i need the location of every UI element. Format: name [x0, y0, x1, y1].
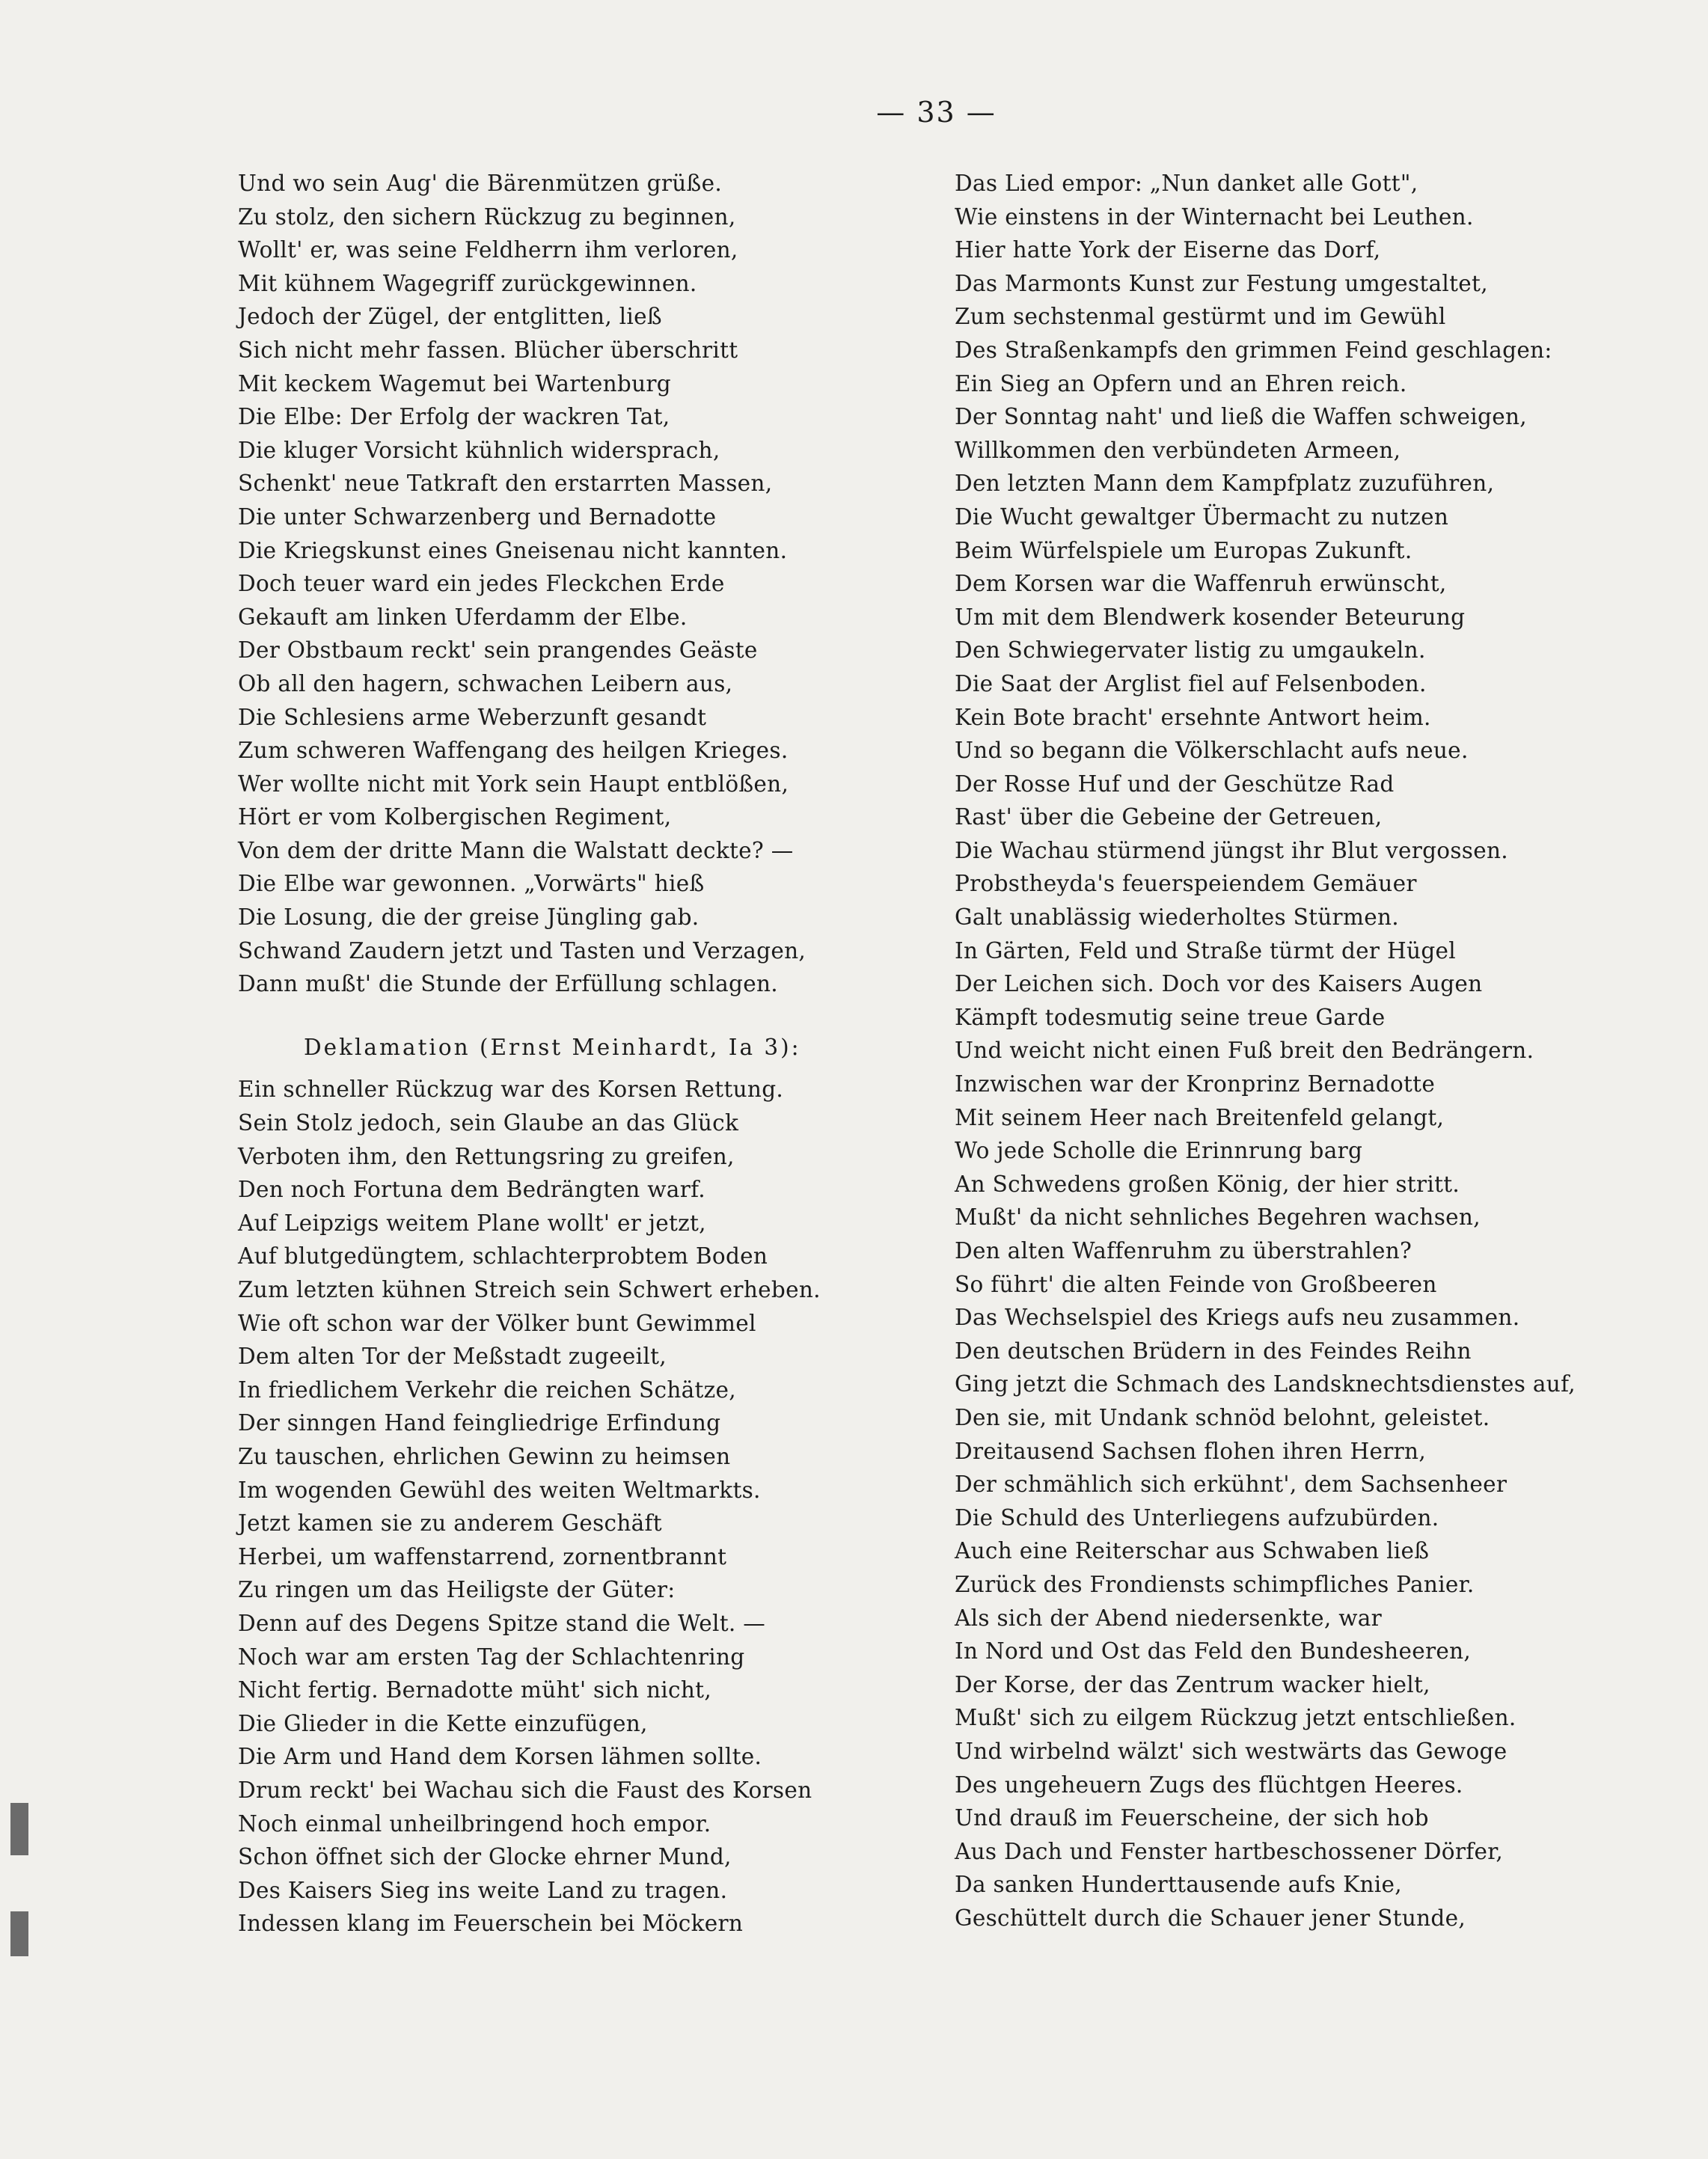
verse-line: Die Elbe war gewonnen. „Vorwärts" hieß [238, 871, 705, 897]
verse-line: In Nord und Ost das Feld den Bundesheeren, [955, 1638, 1472, 1665]
verse-line: An Schwedens großen König, der hier stritt. [955, 1171, 1460, 1197]
verse-line: Nicht fertig. Bernadotte müht' sich nicht, [238, 1677, 711, 1703]
verse-line: Den deutschen Brüdern in des Feindes Reihn [955, 1338, 1472, 1364]
verse-line: Schenkt' neue Tatkraft den erstarrten Massen, [238, 471, 773, 497]
verse-line: Als sich der Abend niedersenkte, war [955, 1605, 1383, 1631]
declamation-heading: Deklamation (Ernst Meinhardt, Ia 3): [304, 1034, 801, 1060]
verse-line: Verboten ihm, den Rettungsring zu greifen, [238, 1143, 735, 1169]
verse-line: Den Schwiegervater listig zu umgaukeln. [955, 637, 1426, 664]
verse-line: Das Lied empor: „Nun danket alle Gott", [955, 171, 1418, 196]
verse-line: Geschüttelt durch die Schauer jener Stunde, [955, 1905, 1466, 1931]
verse-line: Beim Würfelspiele um Europas Zukunft. [955, 537, 1412, 563]
verse-line: Den alten Waffenruhm zu überstrahlen? [955, 1238, 1412, 1264]
verse-line: Ein schneller Rückzug war des Korsen Rettung. [238, 1077, 784, 1103]
verse-line: In Gärten, Feld und Straße türmt der Hügel [955, 937, 1456, 964]
page-number: — 33 — [876, 96, 997, 129]
verse-line: Des Kaisers Sieg ins weite Land zu tragen. [238, 1877, 728, 1903]
verse-line: Noch einmal unheilbringend hoch empor. [238, 1810, 711, 1837]
verse-line: Mußt' sich zu eilgem Rückzug jetzt entschließen. [955, 1705, 1516, 1731]
binding-mark [10, 1911, 28, 1956]
verse-line: In friedlichem Verkehr die reichen Schätze, [238, 1376, 736, 1403]
verse-line: Kämpft todesmutig seine treue Garde [955, 1004, 1386, 1030]
right-verse-block [955, 167, 1576, 1935]
verse-line: Mit kühnem Wagegriff zurückgewinnen. [238, 270, 697, 296]
verse-line: Auf blutgedüngtem, schlachterprobtem Boden [238, 1243, 768, 1270]
verse-line: Inzwischen war der Kronprinz Bernadotte [955, 1071, 1436, 1097]
verse-line: Da sanken Hunderttausende aufs Knie, [955, 1872, 1402, 1898]
verse-line: Zu ringen um das Heiligste der Güter: [238, 1577, 676, 1603]
verse-line: Auf Leipzigs weitem Plane wollt' er jetzt, [238, 1210, 706, 1236]
verse-line: Der schmählich sich erkühnt', dem Sachsenheer [955, 1472, 1507, 1498]
verse-line: Die Losung, die der greise Jüngling gab. [238, 904, 700, 931]
verse-line: Den noch Fortuna dem Bedrängten warf. [238, 1177, 705, 1203]
verse-line: Des Straßenkampfs den grimmen Feind geschlagen: [955, 337, 1552, 363]
verse-line: Galt unablässig wiederholtes Stürmen. [955, 904, 1399, 931]
left-verse-block [238, 167, 896, 1001]
verse-line: Noch war am ersten Tag der Schlachtenring [238, 1644, 745, 1670]
verse-line: Die Glieder in die Kette einzufügen, [238, 1710, 648, 1736]
verse-line: Herbei, um waffenstarrend, zornentbrannt [238, 1543, 727, 1570]
verse-line: Und drauß im Feuerscheine, der sich hob [955, 1805, 1429, 1831]
right-column [955, 167, 1576, 1935]
binding-mark [10, 1803, 28, 1855]
verse-line: Die Elbe: Der Erfolg der wackren Tat, [238, 404, 670, 430]
verse-line: Drum reckt' bei Wachau sich die Faust des Korsen [238, 1777, 812, 1803]
verse-line: Die Arm und Hand dem Korsen lähmen sollte. [238, 1744, 762, 1770]
verse-line: Sich nicht mehr fassen. Blücher überschritt [238, 337, 738, 363]
verse-line: Der Leichen sich. Doch vor des Kaisers Augen [955, 971, 1483, 997]
verse-line: Dreitausend Sachsen flohen ihren Herrn, [955, 1438, 1427, 1464]
verse-line: Jetzt kamen sie zu anderem Geschäft [238, 1510, 662, 1537]
verse-line: Und so begann die Völkerschlacht aufs neue. [955, 738, 1469, 764]
verse-line: Und wo sein Aug' die Bärenmützen grüße. [238, 171, 723, 196]
verse-line: Die Kriegskunst eines Gneisenau nicht kannten. [238, 537, 788, 563]
verse-line: Dem alten Tor der Meßstadt zugeeilt, [238, 1344, 667, 1370]
verse-line: Zurück des Frondiensts schimpfliches Panier. [955, 1571, 1475, 1597]
verse-line: Mit keckem Wagemut bei Wartenburg [238, 370, 671, 396]
verse-line: Indessen klang im Feuerschein bei Möckern [238, 1911, 744, 1937]
verse-line: Der Korse, der das Zentrum wacker hielt, [955, 1671, 1430, 1697]
verse-line: Ging jetzt die Schmach des Landsknechtsdienstes auf, [955, 1371, 1576, 1397]
verse-line: Die Saat der Arglist fiel auf Felsenboden. [955, 670, 1427, 696]
verse-line: Der sinngen Hand feingliedrige Erfindung [238, 1410, 721, 1436]
verse-line: Rast' über die Gebeine der Getreuen, [955, 804, 1383, 830]
verse-line: Den sie, mit Undank schnöd belohnt, geleistet. [955, 1404, 1490, 1430]
left-declamation-block [238, 1073, 896, 1940]
verse-line: Mußt' da nicht sehnliches Begehren wachsen, [955, 1204, 1481, 1231]
verse-line: Das Wechselspiel des Kriegs aufs neu zusammen. [955, 1305, 1520, 1331]
verse-line: Ein Sieg an Opfern und an Ehren reich. [955, 370, 1407, 396]
verse-line: Sein Stolz jedoch, sein Glaube an das Glück [238, 1110, 739, 1136]
verse-line: Die unter Schwarzenberg und Bernadotte [238, 503, 717, 530]
verse-line: Dann mußt' die Stunde der Erfüllung schlagen. [238, 971, 778, 997]
verse-line: So führt' die alten Feinde von Großbeeren [955, 1271, 1437, 1297]
verse-line: Im wogenden Gewühl des weiten Weltmarkts. [238, 1477, 761, 1503]
verse-line: Und weicht nicht einen Fuß breit den Bedrängern. [955, 1038, 1534, 1064]
verse-line: Auch eine Reiterschar aus Schwaben ließ [955, 1538, 1430, 1564]
verse-line: Willkommen den verbündeten Armeen, [955, 437, 1401, 463]
verse-line: Die Schlesiens arme Weberzunft gesandt [238, 704, 707, 730]
verse-line: Die Wachau stürmend jüngst ihr Blut vergossen. [955, 837, 1508, 863]
verse-line: Wollt' er, was seine Feldherrn ihm verloren, [238, 237, 738, 263]
verse-line: Den letzten Mann dem Kampfplatz zuzuführen, [955, 471, 1495, 497]
verse-line: Der Obstbaum reckt' sein prangendes Geäste [238, 637, 758, 664]
verse-line: Ob all den hagern, schwachen Leibern aus, [238, 670, 733, 696]
verse-line: Schwand Zaudern jetzt und Tasten und Verzagen, [238, 937, 806, 964]
verse-line: Hört er vom Kolbergischen Regiment, [238, 804, 672, 830]
verse-line: Zum sechstenmal gestürmt und im Gewühl [955, 304, 1446, 330]
verse-line: Die Schuld des Unterliegens aufzubürden. [955, 1504, 1439, 1531]
verse-line: Des ungeheuern Zugs des flüchtgen Heeres. [955, 1771, 1463, 1798]
verse-line: Wo jede Scholle die Erinnrung barg [955, 1138, 1363, 1164]
verse-line: Das Marmonts Kunst zur Festung umgestaltet, [955, 270, 1488, 296]
verse-line: Kein Bote bracht' ersehnte Antwort heim. [955, 704, 1431, 730]
verse-line: Zum schweren Waffengang des heilgen Krieges. [238, 738, 789, 764]
verse-line: Zu stolz, den sichern Rückzug zu beginnen, [238, 203, 736, 230]
verse-line: Hier hatte York der Eiserne das Dorf, [955, 237, 1381, 263]
verse-line: Die Wucht gewaltger Übermacht zu nutzen [955, 503, 1449, 530]
verse-line: Um mit dem Blendwerk kosender Beteurung [955, 604, 1466, 630]
verse-line: Der Sonntag naht' und ließ die Waffen schweigen, [955, 404, 1527, 430]
verse-line: Doch teuer ward ein jedes Fleckchen Erde [238, 571, 725, 597]
verse-line: Wie einstens in der Winternacht bei Leuthen. [955, 203, 1474, 230]
verse-line: Aus Dach und Fenster hartbeschossener Dörfer, [955, 1838, 1504, 1864]
verse-line: Zum letzten kühnen Streich sein Schwert erheben. [238, 1277, 821, 1302]
verse-line: Die kluger Vorsicht kühnlich widersprach, [238, 437, 720, 463]
verse-line: Schon öffnet sich der Glocke ehrner Mund, [238, 1844, 732, 1870]
verse-line: Wie oft schon war der Völker bunt Gewimmel [238, 1310, 756, 1336]
verse-line: Von dem der dritte Mann die Walstatt deckte? — [238, 837, 794, 863]
verse-line: Und wirbelnd wälzt' sich westwärts das Gewoge [955, 1738, 1507, 1764]
verse-line: Gekauft am linken Uferdamm der Elbe. [238, 604, 688, 630]
verse-line: Mit seinem Heer nach Breitenfeld gelangt, [955, 1104, 1445, 1130]
verse-line: Der Rosse Huf und der Geschütze Rad [955, 771, 1395, 797]
verse-line: Wer wollte nicht mit York sein Haupt entblößen, [238, 771, 789, 797]
left-column [238, 167, 896, 1941]
verse-line: Zu tauschen, ehrlichen Gewinn zu heimsen [238, 1443, 731, 1469]
verse-line: Denn auf des Degens Spitze stand die Welt. — [238, 1610, 766, 1636]
verse-line: Probstheyda's feuerspeiendem Gemäuer [955, 871, 1417, 897]
verse-line: Jedoch der Zügel, der entglitten, ließ [238, 304, 662, 330]
verse-line: Dem Korsen war die Waffenruh erwünscht, [955, 571, 1447, 597]
